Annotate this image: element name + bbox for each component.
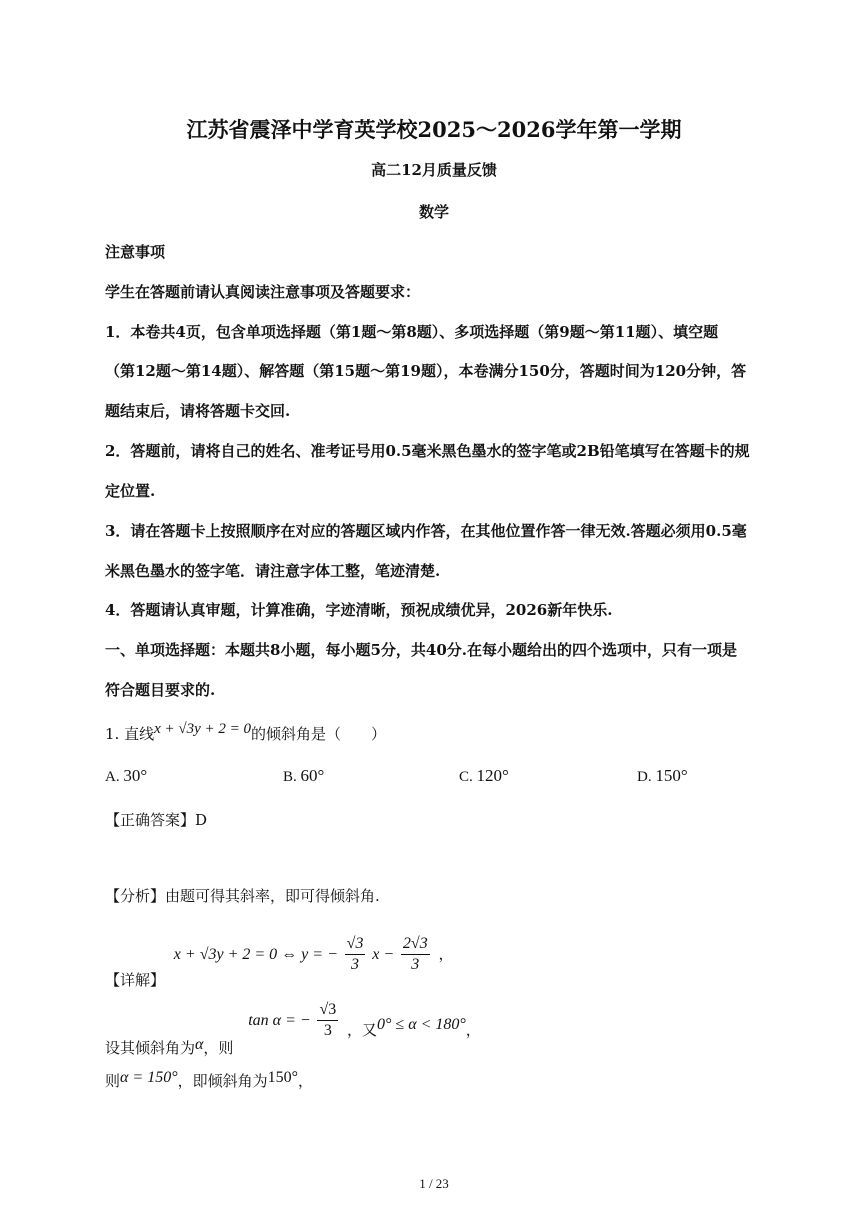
detail-fraction-1-numerator: √3 [345,934,366,955]
tan-fraction-numerator: √3 [317,1000,338,1021]
option-a-value: 30° [123,766,148,785]
analysis-line: 【分析】由题可得其斜率，即可得倾斜角. [105,887,380,905]
conclusion-value: 150° [267,1069,299,1086]
detail-fraction-2 [401,934,430,975]
page-number: 1 / 23 [419,1176,449,1191]
detail-equation: x + √3y + 2 = 0 ⇔ y = − [173,945,338,963]
detail-middle: x − [372,945,395,963]
conclusion-prefix: 则 [105,1072,121,1090]
tan-line-also: ，又 [347,1020,378,1039]
tan-equation: tan α = − [248,1011,311,1029]
note-line: 题结束后，请将答题卡交回. [105,402,291,420]
option-c-value: 120° [476,766,509,785]
question-1-suffix: 的倾斜角是（ ） [251,725,387,743]
section-heading-cont: 符合题目要求的. [105,681,216,699]
tan-line-prefix: 设其倾斜角为 [105,1038,196,1057]
option-d-label: D. [637,769,652,785]
tan-line-end: ， [465,1020,481,1039]
alpha-symbol: α [195,1035,204,1053]
option-c-label: C. [459,769,473,785]
note-line: 米黑色墨水的签字笔．请注意字体工整，笔迹清楚. [105,562,441,580]
conclusion-middle: ，即倾斜角为 [177,1072,268,1090]
question-1-stem [105,723,386,744]
page-title: 江苏省震泽中学育英学校2025～2026学年第一学期 [186,117,682,142]
note-line: 4．答题请认真审题，计算准确，字迹清晰，预祝成绩优异，2026新年快乐. [105,601,613,619]
detail-fraction-2-numerator: 2√3 [401,934,430,955]
section-heading: 一、单项选择题：本题共8小题，每小题5分，共40分.在每小题给出的四个选项中，只有一项是 [105,641,737,659]
question-1-prefix: 1. 直线 [105,725,155,743]
angle-range: 0° ≤ α < 180° [377,1015,466,1033]
conclusion-end: ， [298,1072,314,1090]
detail-fraction-1 [345,934,366,975]
option-c [459,766,509,786]
option-a [105,766,147,786]
option-b-label: B. [283,769,297,785]
detail-label: 【详解】 [105,970,166,989]
note-line: 定位置. [105,482,156,500]
option-b-value: 60° [300,766,325,785]
note-line: 1．本卷共4页，包含单项选择题（第1题～第8题）、多项选择题（第9题～第11题）、填空题 [105,323,719,341]
note-line: 3．请在答题卡上按照顺序在对应的答题区域内作答，在其他位置作答一律无效.答题必须用0.5毫 [105,522,747,540]
tan-line [105,1000,481,1057]
note-line: 2．答题前，请将自己的姓名、准考证号用0.5毫米黑色墨水的签字笔或2B铅笔填写在答题卡的规 [105,442,750,460]
option-d [637,766,688,786]
tan-fraction [317,1000,338,1041]
tan-line-then: ，则 [203,1038,234,1057]
option-a-label: A. [105,769,120,785]
question-1-equation: x + √3y + 2 = 0 [154,721,252,737]
tan-fraction-denominator: 3 [323,1022,332,1039]
detail-fraction-2-denominator: 3 [411,956,420,973]
conclusion-equation: α = 150° [120,1069,178,1086]
conclusion-line [105,1070,313,1091]
option-d-value: 150° [655,766,688,785]
detail-line [105,934,454,989]
detail-fraction-1-denominator: 3 [351,956,360,973]
note-line: （第12题～第14题）、解答题（第15题～第19题），本卷满分150分，答题时间为120分钟，答 [105,362,747,380]
notes-heading: 注意事项 [105,243,166,261]
option-b [283,766,324,786]
page-subtitle: 高二12月质量反馈 [371,161,497,179]
notes-intro: 学生在答题前请认真阅读注意事项及答题要求： [105,283,421,301]
detail-end: ， [438,944,454,963]
subject-heading: 数学 [418,203,449,221]
answer-line: 【正确答案】D [105,811,208,829]
